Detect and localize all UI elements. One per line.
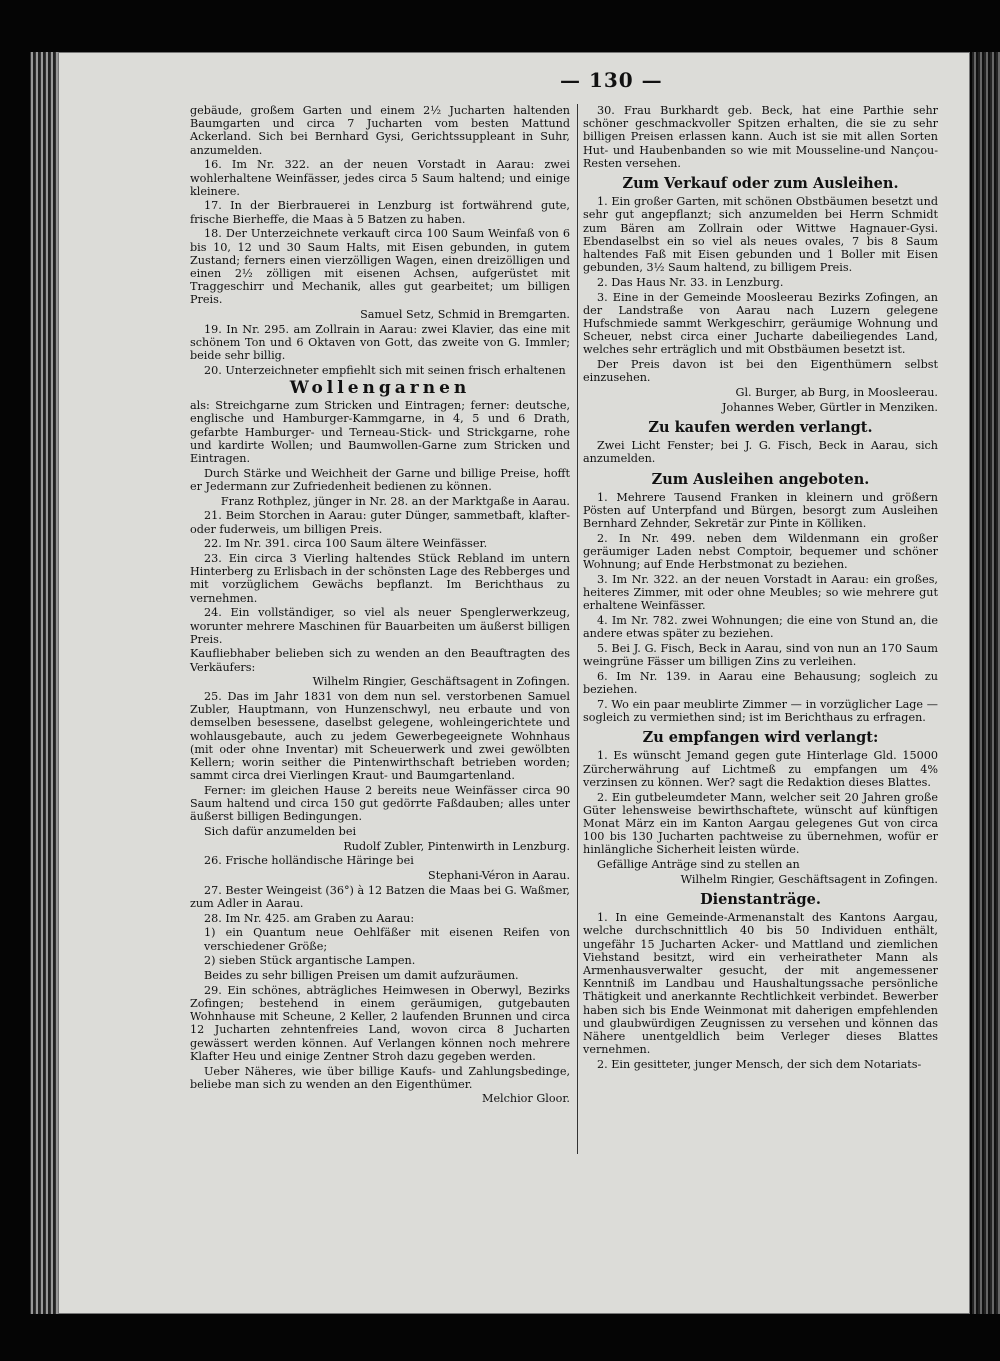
right-heading: Dienstanträge. bbox=[700, 890, 821, 908]
right-paragraph: 1. Es wünscht Jemand gegen gute Hinterlage Gld. 15000 Zürcherwährung auf Lichtmeß zu empfangen um 4% verzinsen zu können. Wer? sagt die Redaktion dieses Blattes. bbox=[583, 749, 938, 789]
left-paragraph: Wilhelm Ringier, Geschäftsagent in Zofingen. bbox=[312, 675, 570, 689]
left-paragraph: 1) ein Quantum neue Oehlfäßer mit eisenen Reifen von verschiedener Größe; bbox=[204, 926, 570, 953]
right-paragraph: 1. Mehrere Tausend Franken in kleinern und größern Pösten auf Unterpfand und Bürgen, besorgt zum Ausleihen Bernhard Zehnder, Sekretär zur Pinte in Kölliken. bbox=[583, 490, 938, 531]
left-paragraph: als: Streichgarne zum Stricken und Eintragen; ferner: deutsche, englische und Hamburger-Kammgarne, in 4, 5 und 6 Drath, gefarbte Hamburger- und Terneau-Stick- und Strickgarne, rohe und kardirte Wollen; und Baumwollen-Garne zum Stricken und Eintragen. bbox=[190, 399, 570, 466]
column-divider bbox=[577, 104, 578, 1154]
left-paragraph: 27. Bester Weingeist (36°) à 12 Batzen die Maas bei G. Waßmer, zum Adler in Aarau. bbox=[190, 883, 570, 911]
left-paragraph: 16. Im Nr. 322. an der neuen Vorstadt in Aarau: zwei wohlerhaltene Weinfässer, jedes circa 5 Saum haltend; und einige kleinere. bbox=[190, 158, 570, 198]
right-paragraph: Der Preis davon ist bei den Eigenthümern selbst einzusehen. bbox=[583, 358, 938, 385]
left-paragraph: 17. In der Bierbrauerei in Lenzburg ist fortwährend gute, frische Bierheffe, die Maas à 5 Batzen zu haben. bbox=[190, 199, 570, 226]
left-paragraph: 22. Im Nr. 391. circa 100 Saum ältere Weinfässer. bbox=[204, 537, 488, 551]
right-paragraph: 5. Bei J. G. Fisch, Beck in Aarau, sind von nun an 170 Saum weingrüne Fässer um billigen Zins zu verleihen. bbox=[583, 642, 938, 669]
left-paragraph: Beides zu sehr billigen Preisen um damit aufzuräumen. bbox=[204, 969, 519, 983]
left-paragraph: Ferner: im gleichen Hause 2 bereits neue Weinfässer circa 90 Saum haltend und circa 150 gut gedörrte Faßdauben; alles unter äußerst billigen Bedingungen. bbox=[190, 783, 570, 824]
left-heading: Wollengarnen bbox=[289, 378, 471, 399]
right-paragraph: 1. In eine Gemeinde-Armenanstalt des Kantons Aargau, welche durchschnittlich 40 bis 50 Individuen enthält, ungefähr 15 Jucharten Acker- und Mattland und ziemlichen Viehstand besitzt, wird ein verheiratheter Mann als Armenhausverwalter gesucht, der mit angemessener Kenntniß im Landbau und Haushaltungssache persönliche Thätigkeit und anerkannte Rechtlichkeit verbindet. Bewerber haben sich bis Ende Weinmonat mit daherigen empfehlenden und glaubwürdigen Zeugnissen zu versehen und können das Nähere unentgeldlich beim Verleger dieses Blattes vernehmen. bbox=[583, 911, 938, 1057]
left-paragraph: 18. Der Unterzeichnete verkauft circa 100 Saum Weinfaß von 6 bis 10, 12 und 30 Saum Halts, mit Eisen gebunden, in gutem Zustand; ferners einen vierzölligen Wagen, einen dreizölligen und einen 2½ zölligen mit eisenen Achsen, aufgerüstet mit Traggeschirr und Mechanik, alles gut gearbeitet; um billigen Preis. bbox=[190, 227, 570, 307]
right-heading: Zum Verkauf oder zum Ausleihen. bbox=[622, 175, 899, 193]
right-paragraph: 2. In Nr. 499. neben dem Wildenmann ein großer geräumiger Laden nebst Comptoir, bequemer und schöner Wohnung; auf Ende Herbstmonat zu beziehen. bbox=[583, 531, 938, 572]
right-paragraph: Johannes Weber, Gürtler in Menziken. bbox=[722, 400, 938, 414]
right-paragraph: Zwei Licht Fenster; bei J. G. Fisch, Beck in Aarau, sich anzumelden. bbox=[583, 439, 938, 466]
right-paragraph: Gl. Burger, ab Burg, in Moosleerau. bbox=[735, 386, 938, 400]
right-paragraph: 30. Frau Burkhardt geb. Beck, hat eine Parthie sehr schöner geschmackvoller Spitzen erhalten, die sie zu sehr billigen Preisen erlassen kann. Auch ist sie mit allen Sorten Hut- und Haubenbanden so wie mit Mousseline-und Nançou-Resten versehen. bbox=[583, 104, 938, 170]
left-paragraph: 23. Ein circa 3 Vierling haltendes Stück Rebland im untern Hinterberg zu Erlisbach in der schönsten Lage des Rebberges und mit vorzüglichem Gewächs bepflanzt. Im Berichthaus zu vernehmen. bbox=[190, 552, 570, 605]
right-paragraph: 4. Im Nr. 782. zwei Wohnungen; die eine von Stund an, die andere etwas später zu beziehen. bbox=[583, 614, 938, 641]
left-paragraph: Durch Stärke und Weichheit der Garne und billige Preise, hofft er Jedermann zur Zufriedenheit bedienen zu können. bbox=[190, 466, 570, 493]
right-paragraph: 1. Ein großer Garten, mit schönen Obstbäumen besetzt und sehr gut angepflanzt; sich anzumelden bei Herrn Schmidt zum Bären am Zollrain oder Wittwe Hagnauer-Gysi. Ebendaselbst ein so viel als neues ovales, 7 bis 8 Saum haltendes Faß mit Eisen gebunden und 1 Boller mit Eisen gebunden, 3½ Saum haltend, zu billigem Preis. bbox=[583, 195, 938, 275]
right-paragraph: 3. Im Nr. 322. an der neuen Vorstadt in Aarau: ein großes, heiteres Zimmer, mit oder ohne Meubles; so wie mehrere gut erhaltene Weinfässer. bbox=[583, 573, 938, 613]
page-number: — 130 — bbox=[560, 68, 663, 92]
left-paragraph: Kaufliebhaber belieben sich zu wenden an den Beauftragten des Verkäufers: bbox=[190, 647, 570, 674]
left-paragraph: 29. Ein schönes, abträgliches Heimwesen in Oberwyl, Bezirks Zofingen; bestehend in einem geräumigen, gutgebauten Wohnhause mit Scheune, 2 Keller, 2 laufenden Brunnen und circa 12 Jucharten zehntenfreies Land, wovon circa 8 Jucharten gewässert werden können. Auf Verlangen können noch mehrere Klafter Heu und einige Zentner Stroh dazu gegeben werden. bbox=[190, 983, 570, 1063]
right-heading: Zum Ausleihen angeboten. bbox=[651, 470, 870, 488]
left-paragraph: Ueber Näheres, wie über billige Kaufs- und Zahlungsbedinge, beliebe man sich zu wenden an den Eigenthümer. bbox=[190, 1064, 570, 1091]
right-paragraph: 3. Eine in der Gemeinde Moosleerau Bezirks Zofingen, an der Landstraße von Aarau nach Luzern gelegene Hufschmiede sammt Werkgeschirr, geräumige Wohnung und Scheuer, nebst circa einer Jucharte dabeiliegendes Land, welches sehr erträglich und mit Obstbäumen besetzt ist. bbox=[583, 290, 938, 357]
right-paragraph: 2. Ein gutbeleumdeter Mann, welcher seit 20 Jahren große Güter lehensweise bewirthschaftete, wünscht auf künftigen Monat März ein im Kanton Aargau gelegenes Gut von circa 100 bis 130 Jucharten pachtweise zu übernehmen, wofür er hinlängliche Sicherheit leisten würde. bbox=[583, 790, 938, 857]
right-paragraph: Wilhelm Ringier, Geschäftsagent in Zofingen. bbox=[680, 872, 938, 886]
left-paragraph: 24. Ein vollständiger, so viel als neuer Spenglerwerkzeug, worunter mehrere Maschinen für Bauarbeiten um äußerst billigen Preis. bbox=[190, 606, 570, 646]
left-paragraph: 25. Das im Jahr 1831 von dem nun sel. verstorbenen Samuel Zubler, Hauptmann, von Hunzenschwyl, neu erbaute und von demselben besessene, daselbst gelegene, wohleingerichtete und wohlausgebaute, auch zu jedem Gewerbegeeignete Wohnhaus (mit oder ohne Inventar) mit Scheuerwerk und zwei gewölbten Kellern; worin seither die Pintenwirthschaft betrieben worden; sammt circa drei Vierlingen Kraut- und Baumgartenland. bbox=[190, 690, 570, 783]
right-paragraph: 2. Das Haus Nr. 33. in Lenzburg. bbox=[597, 275, 784, 289]
left-paragraph: 26. Frische holländische Häringe bei bbox=[204, 854, 414, 868]
left-paragraph: Rudolf Zubler, Pintenwirth in Lenzburg. bbox=[343, 839, 570, 853]
book-page-edges-left bbox=[30, 52, 58, 1314]
left-paragraph: Sich dafür anzumelden bei bbox=[204, 825, 357, 839]
left-paragraph: Franz Rothplez, jünger in Nr. 28. an der Marktgaße in Aarau. bbox=[220, 494, 570, 508]
left-paragraph: 19. In Nr. 295. am Zollrain in Aarau: zwei Klavier, das eine mit schönem Ton und 6 Oktaven von Gott, das zweite von G. Immler; beide sehr billig. bbox=[190, 322, 570, 363]
left-paragraph: Samuel Setz, Schmid in Bremgarten. bbox=[360, 308, 570, 322]
right-paragraph: 6. Im Nr. 139. in Aarau eine Behausung; sogleich zu beziehen. bbox=[583, 669, 938, 697]
right-paragraph: 2. Ein gesitteter, junger Mensch, der sich dem Notariats- bbox=[597, 1057, 922, 1071]
left-column bbox=[190, 104, 570, 1107]
left-paragraph: Melchior Gloor. bbox=[481, 1092, 570, 1106]
left-paragraph: 21. Beim Storchen in Aarau: guter Dünger, sammetbaft, klafter- oder fuderweis, um billigen Preis. bbox=[190, 509, 570, 536]
right-paragraph: Gefällige Anträge sind zu stellen an bbox=[597, 858, 800, 872]
left-paragraph: gebäude, großem Garten und einem 2½ Jucharten haltenden Baumgarten und circa 7 Jucharten vom besten Mattund Ackerland. Sich bei Bernhard Gysi, Gerichtssuppleant in Suhr, anzumelden. bbox=[190, 104, 570, 157]
left-paragraph: 20. Unterzeichneter empfiehlt sich mit seinen frisch erhaltenen bbox=[204, 363, 566, 377]
book-page-edges-right bbox=[972, 52, 1000, 1314]
left-paragraph: Stephani-Véron in Aarau. bbox=[428, 869, 570, 883]
right-heading: Zu empfangen wird verlangt: bbox=[642, 729, 879, 747]
left-paragraph: 2) sieben Stück argantische Lampen. bbox=[204, 954, 416, 968]
right-column bbox=[583, 104, 938, 1073]
left-paragraph: 28. Im Nr. 425. am Graben zu Aarau: bbox=[204, 911, 415, 925]
right-heading: Zu kaufen werden verlangt. bbox=[648, 418, 873, 436]
right-paragraph: 7. Wo ein paar meublirte Zimmer — in vorzüglicher Lage — sogleich zu vermiethen sind; ist im Berichthaus zu erfragen. bbox=[583, 697, 938, 725]
